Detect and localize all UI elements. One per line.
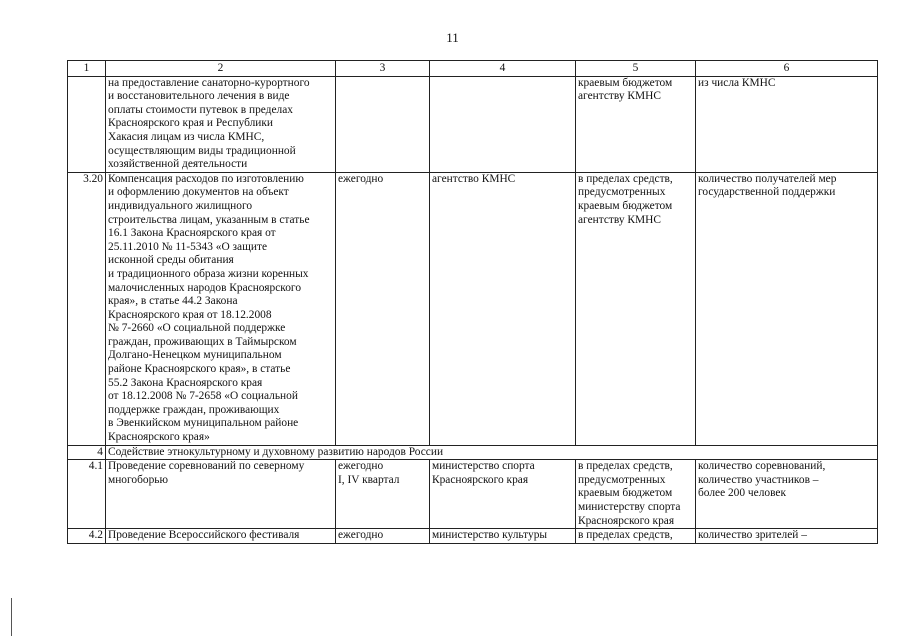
measure-name-line: Хакасия лицам из числа КМНС, <box>108 130 265 143</box>
measure-name-line: Красноярского края и Республики <box>108 117 274 130</box>
column-header: 5 <box>576 61 696 77</box>
measure-name-cell <box>106 529 336 544</box>
measure-name-line: на предоставление санаторно-курортного <box>108 76 310 89</box>
row-number: 4 <box>68 445 106 460</box>
funding-line: предусмотренных <box>578 473 666 486</box>
measure-name-line: 25.11.2010 № 11-5343 «О защите <box>108 240 268 253</box>
responsible-cell <box>430 460 576 529</box>
column-header: 2 <box>106 61 336 77</box>
row-number: 3.20 <box>68 172 106 445</box>
column-header: 4 <box>430 61 576 77</box>
indicator-cell <box>696 460 878 529</box>
column-header: 6 <box>696 61 878 77</box>
deadline-line: I, IV квартал <box>338 473 400 486</box>
margin-mark <box>11 598 12 636</box>
row-number <box>68 76 106 172</box>
funding-cell <box>576 76 696 172</box>
indicator-line: из числа КМНС <box>698 76 776 89</box>
responsible-line: министерство культуры <box>432 529 548 542</box>
measure-name-line: 16.1 Закона Красноярского края от <box>108 227 276 240</box>
funding-line: предусмотренных <box>578 186 666 199</box>
deadline-cell <box>336 76 430 172</box>
measure-name-line: края», в статье 44.2 Закона <box>108 295 238 308</box>
measure-name-line: от 18.12.2008 № 7-2658 «О социальной <box>108 390 298 403</box>
row-number: 4.2 <box>68 529 106 544</box>
measure-name-cell <box>106 172 336 445</box>
measure-name-line: многоборью <box>108 473 168 486</box>
measure-name-line: исконной среды обитания <box>108 254 234 267</box>
funding-line: агентству КМНС <box>578 90 661 103</box>
funding-line: краевым бюджетом <box>578 199 673 212</box>
measure-name-line: поддержке граждан, проживающих <box>108 403 280 416</box>
header-row <box>68 61 878 77</box>
indicator-line: государственной поддержки <box>698 186 836 199</box>
measure-name-cell <box>106 460 336 529</box>
measure-name-line: Компенсация расходов по изготовлению <box>108 172 304 185</box>
measure-name-line: Красноярского края от 18.12.2008 <box>108 308 272 321</box>
measure-name-line: и восстановительного лечения в виде <box>108 90 290 103</box>
column-header: 3 <box>336 61 430 77</box>
measure-name-line: осуществляющим виды традиционной <box>108 144 296 157</box>
measure-name-line: Проведение Всероссийского фестиваля <box>108 529 300 542</box>
indicator-line: количество соревнований, <box>698 460 826 473</box>
row-number: 4.1 <box>68 460 106 529</box>
table-row <box>68 76 878 172</box>
funding-line: краевым бюджетом <box>578 76 673 89</box>
column-header: 1 <box>68 61 106 77</box>
responsible-line: агентство КМНС <box>432 172 516 185</box>
measure-name-line: Проведение соревнований по северному <box>108 460 305 473</box>
responsible-line: Красноярского края <box>432 473 529 486</box>
measure-name-line: Красноярского края» <box>108 431 210 444</box>
indicator-cell <box>696 529 878 544</box>
measure-name-line: малочисленных народов Красноярского <box>108 281 302 294</box>
indicator-line: более 200 человек <box>698 487 786 500</box>
table-row <box>68 529 878 544</box>
measure-name-cell <box>106 76 336 172</box>
page-number: 11 <box>446 30 459 45</box>
deadline-line: ежегодно <box>338 460 384 473</box>
measure-name-line: в Эвенкийском муниципальном районе <box>108 417 299 430</box>
funding-line: краевым бюджетом <box>578 487 673 500</box>
funding-cell <box>576 529 696 544</box>
measure-name-line: 55.2 Закона Красноярского края <box>108 376 263 389</box>
indicator-line: количество участников – <box>698 473 819 486</box>
measure-name-line: хозяйственной деятельности <box>108 158 248 171</box>
funding-line: в пределах средств, <box>578 172 673 185</box>
measure-name-line: строительства лицам, указанным в статье <box>108 213 310 226</box>
deadline-line: ежегодно <box>338 529 384 542</box>
deadline-cell <box>336 172 430 445</box>
measure-name-line: Долгано-Ненецком муниципальном <box>108 349 282 362</box>
measures-table <box>67 60 878 544</box>
indicator-cell <box>696 76 878 172</box>
funding-line: в пределах средств, <box>578 460 673 473</box>
funding-line: в пределах средств, <box>578 529 673 542</box>
deadline-line: ежегодно <box>338 172 384 185</box>
indicator-line: количество получателей мер <box>698 172 837 185</box>
table-row <box>68 460 878 529</box>
deadline-cell <box>336 460 430 529</box>
funding-line: агентству КМНС <box>578 213 661 226</box>
table-row <box>68 172 878 445</box>
responsible-cell <box>430 172 576 445</box>
measure-name-line: районе Красноярского края», в статье <box>108 363 291 376</box>
funding-cell <box>576 460 696 529</box>
section-row <box>68 445 878 460</box>
measure-name-line: граждан, проживающих в Таймырском <box>108 335 297 348</box>
funding-line: Красноярского края <box>578 514 675 527</box>
indicator-cell <box>696 172 878 445</box>
measure-name-line: и традиционного образа жизни коренных <box>108 267 309 280</box>
measure-name-line: № 7-2660 «О социальной поддержке <box>108 322 286 335</box>
measure-name-line: оплаты стоимости путевок в пределах <box>108 103 293 116</box>
funding-cell <box>576 172 696 445</box>
deadline-cell <box>336 529 430 544</box>
indicator-line: количество зрителей – <box>698 529 807 542</box>
measure-name-line: и оформлению документов на объект <box>108 186 289 199</box>
funding-line: министерству спорта <box>578 501 681 513</box>
table-body <box>68 76 878 543</box>
section-title: Содействие этнокультурному и духовному развитию народов России <box>106 445 878 460</box>
measure-name-line: индивидуального жилищного <box>108 199 253 212</box>
responsible-cell <box>430 76 576 172</box>
responsible-line: министерство спорта <box>432 460 535 473</box>
responsible-cell <box>430 529 576 544</box>
